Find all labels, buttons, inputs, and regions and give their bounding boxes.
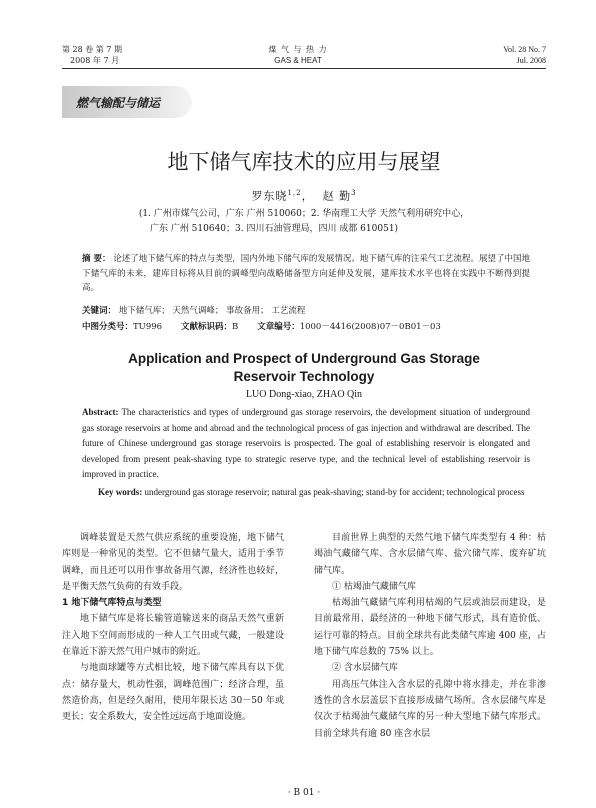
body-paragraph: 地下储气库是将长输管道输送来的商品天然气重新注入地下空间而形成的一种人工气田或气藏，一般建设在靠近下游天然气用户城市的附近。 <box>62 614 284 658</box>
abstract-en <box>82 405 530 483</box>
body-paragraph: 调峰装置是天然气供应系统的重要设施，地下储气库则是一种常见的类型。它不但储气量大，适用于季节调峰，而且还可以用作事故备用气源，经济性也较好，是平衡天然气负荷的有效手段。 <box>62 533 284 592</box>
keywords-en <box>82 485 530 501</box>
author-separator: ， <box>301 189 314 203</box>
doc-code-value: B <box>232 322 239 332</box>
article-number-value: 1000－4416(2008)07－0B01－03 <box>299 322 441 332</box>
clc-label: 中图分类号： <box>82 322 134 332</box>
keywords-zh <box>82 304 530 319</box>
header-journal-zh: 煤 气 与 热 力 <box>268 45 328 54</box>
keywords-zh-text: 地下储气库； 天然气调峰； 事故备用； 工艺流程 <box>118 306 306 316</box>
header-issue-en <box>426 44 546 66</box>
header-journal <box>248 44 348 66</box>
abstract-zh <box>82 252 530 296</box>
subsection-heading: ① 枯竭油气藏储气库 <box>332 581 416 592</box>
abstract-zh-text: 论述了地下储气库的特点与类型，国内外地下储气库的发展情况、地下储气库的注采气工艺流程。展望了中国地下储气库的未来，建库目标将从目前的调峰型向战略储备型方向延伸及发展，建库技术水平也将在实践中不断得到提高。 <box>82 254 530 293</box>
authors-en: LUO Dong-xiao, ZHAO Qin <box>245 389 363 400</box>
header-date: 2008 年 7 月 <box>70 56 120 65</box>
body-paragraph: 与地面球罐等方式相比较，地下储气库具有以下优点：储存量大，机动性强，调峰范围广；经济合理，虽然造价高，但是经久耐用，使用年限长达 30－50 年或更长；安全系数大，安全性远远高于地面设施。 <box>62 663 284 723</box>
section-heading: 1 地下储气库特点与类型 <box>62 598 162 609</box>
keywords-zh-label: 关键词： <box>82 306 117 316</box>
page-number: · B 01 · <box>287 788 321 798</box>
header-journal-en: GAS & HEAT <box>274 56 322 65</box>
body-left-column <box>62 530 284 726</box>
header-rule <box>62 68 546 69</box>
abstract-en-text: The characteristics and types of underground gas storage reservoirs, the development situation of underground gas storage reservoirs at home and abroad and the technological process of gas injection and withdrawal are described. The future of Chinese underground gas storage reservoirs is prospected. The goal of establishing reservoir is elongated and developed from present peak-shaving type to strategic reserve type, and the technical level of establishing reservoir is improved in practice. <box>82 407 530 479</box>
author-2: 赵 勤 <box>322 189 352 203</box>
body-paragraph: 用高压气体注入含水层的孔隙中将水排走，并在非渗透性的含水层盖层下直接形成储气场所。含水层储气库是仅次于枯竭油气藏储气库的另一种大型地下储气库形式。目前全球共有逾 80 座含水层 <box>314 679 546 739</box>
header-date-en: Jul. 2008 <box>516 56 546 65</box>
article-title-zh: 地下储气库技术的应用与展望 <box>167 150 441 174</box>
article-title-en-line-2: Reservoir Technology <box>233 369 375 384</box>
header-volume-en: Vol. 28 No. 7 <box>503 45 546 54</box>
subsection-heading: ② 含水层储气库 <box>332 663 398 674</box>
body-paragraph: 目前世界上典型的天然气地下储气库类型有 4 种：枯竭油气藏储气库、含水层储气库、盐穴储气库、废弃矿坑储气库。 <box>314 533 546 576</box>
article-title-en <box>62 350 546 386</box>
keywords-en-text: underground gas storage reservoir; natural gas peak-shaving; stand-by for accident; technological process <box>144 487 525 497</box>
article-title-en-line-1: Application and Prospect of Underground Gas Storage <box>128 351 480 366</box>
keywords-en-label: Key words: <box>98 487 143 497</box>
affiliation-line-2: 广东 广州 510640；3. 四川石油管理局，四川 成都 610051) <box>149 224 399 234</box>
author-1-affil: 1,2 <box>287 189 302 197</box>
doc-code-label: 文献标识码： <box>181 322 233 332</box>
abstract-zh-label: 摘 要： <box>82 254 111 264</box>
header-volume: 第 28 卷 第 7 期 <box>62 45 122 54</box>
header-issue <box>62 44 182 66</box>
authors-zh <box>62 186 546 204</box>
article-number-label: 文章编号： <box>257 322 300 332</box>
body-right-column <box>314 530 546 742</box>
section-banner-label: 燃气输配与储运 <box>76 96 161 110</box>
affiliations-zh <box>62 207 546 237</box>
author-2-affil: 3 <box>351 189 357 197</box>
abstract-en-label: Abstract: <box>82 407 119 417</box>
clc-value: TU996 <box>133 322 163 332</box>
classification-line <box>82 320 530 335</box>
section-banner <box>62 86 192 118</box>
body-paragraph: 枯竭油气藏储气库利用枯竭的气层或油层而建设，是目前最常用、最经济的一种地下储气形式，具有造价低、运行可靠的特点。目前全球共有此类储气库逾 400 座，占地下储气库总数的 75% 以上。 <box>314 598 546 658</box>
author-1: 罗东晓 <box>251 189 288 203</box>
affiliation-line-1: (1. 广州市煤气公司，广东 广州 510060；2. 华南理工大学 天然气利用研究中心， <box>138 209 470 219</box>
